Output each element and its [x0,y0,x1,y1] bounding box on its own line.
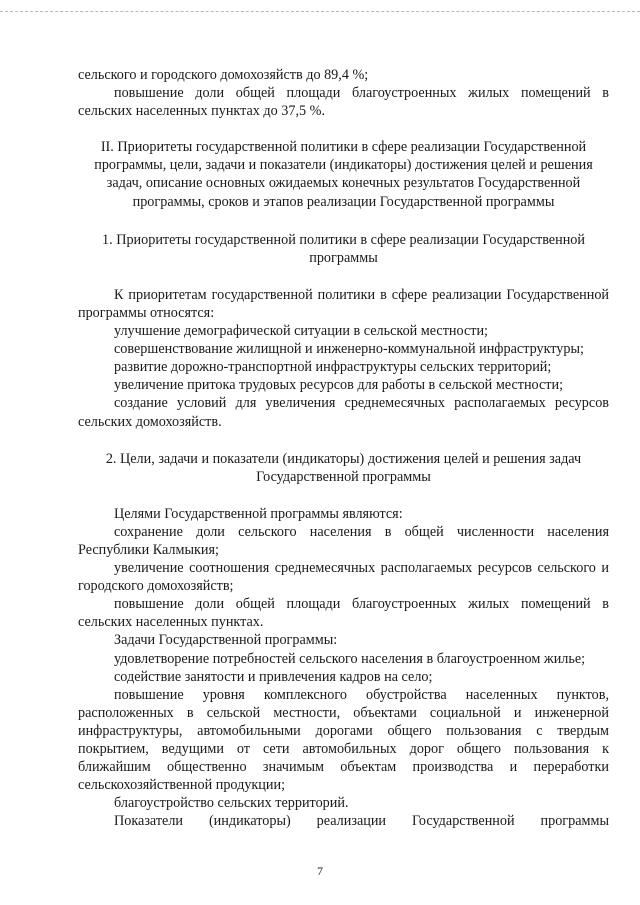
page-number: 7 [317,864,323,878]
list-item: улучшение демографической ситуации в сельской местности; [114,323,488,340]
list-item: создание условий для увеличения среднемесячных располагаемых ресурсов сельских домохозяйств. [78,395,609,430]
list-item: совершенствование жилищной и инженерно-коммунальной инфраструктуры; [114,341,584,358]
document-page [78,66,609,830]
section-heading: II. Приоритеты государственной политики в сфере реализации Государственной программы, цели, задачи и показатели (индикаторы) достижения целей и решения задач, описание основных ожидаемых конечных результатов Государственной программы, сроков и этапов реализации Государственной программы [94,139,593,210]
paragraph: К приоритетам государственной политики в сфере реализации Государственной программы относятся: [78,286,609,321]
paragraph: сельского и городского домохозяйств до 89,4 %; [78,67,369,83]
list-item: благоустройство сельских территорий. [114,795,349,812]
paragraph: повышение доли общей площади благоустроенных жилых помещений в сельских населенных пунктах до 37,5 %. [78,85,609,120]
list-item: содействие занятости и привлечения кадров на село; [114,668,433,685]
paragraph: Задачи Государственной программы: [114,632,338,649]
list-item: развитие дорожно-транспортной инфраструктуры сельских территорий; [114,359,552,376]
subheading-priorities: 1. Приоритеты государственной политики в сфере реализации Государственной программы [102,231,585,266]
subheading-goals: 2. Цели, задачи и показатели (индикаторы) достижения целей и решения задач Государственной программы [105,450,582,485]
paragraph: Целями Государственной программы являются: [114,505,403,522]
list-item: повышение доли общей площади благоустроенных жилых помещений в сельских населенных пунктах. [78,596,609,631]
list-item: увеличение соотношения среднемесячных располагаемых ресурсов сельского и городского домохозяйств; [78,560,609,595]
list-item: удовлетворение потребностей сельского населения в благоустроенном жилье; [114,650,586,667]
list-item: повышение уровня комплексного обустройства населенных пунктов, расположенных в сельской местности, объектами социальной и инженерной инфраструктуры, автомобильными дорогами общего пользования с твердым покрытием, ведущими от сети автомобильных дорог общего пользования к ближайшим общественно значимым объектам производства и переработки сельскохозяйственной продукции; [78,686,609,794]
list-item: сохранение доли сельского населения в общей численности населения Республики Калмыкия; [78,523,609,558]
paragraph: Показатели (индикаторы) реализации Государственной программы [114,813,609,830]
list-item: увеличение притока трудовых ресурсов для работы в сельской местности; [114,377,564,394]
scan-top-edge [0,11,640,12]
